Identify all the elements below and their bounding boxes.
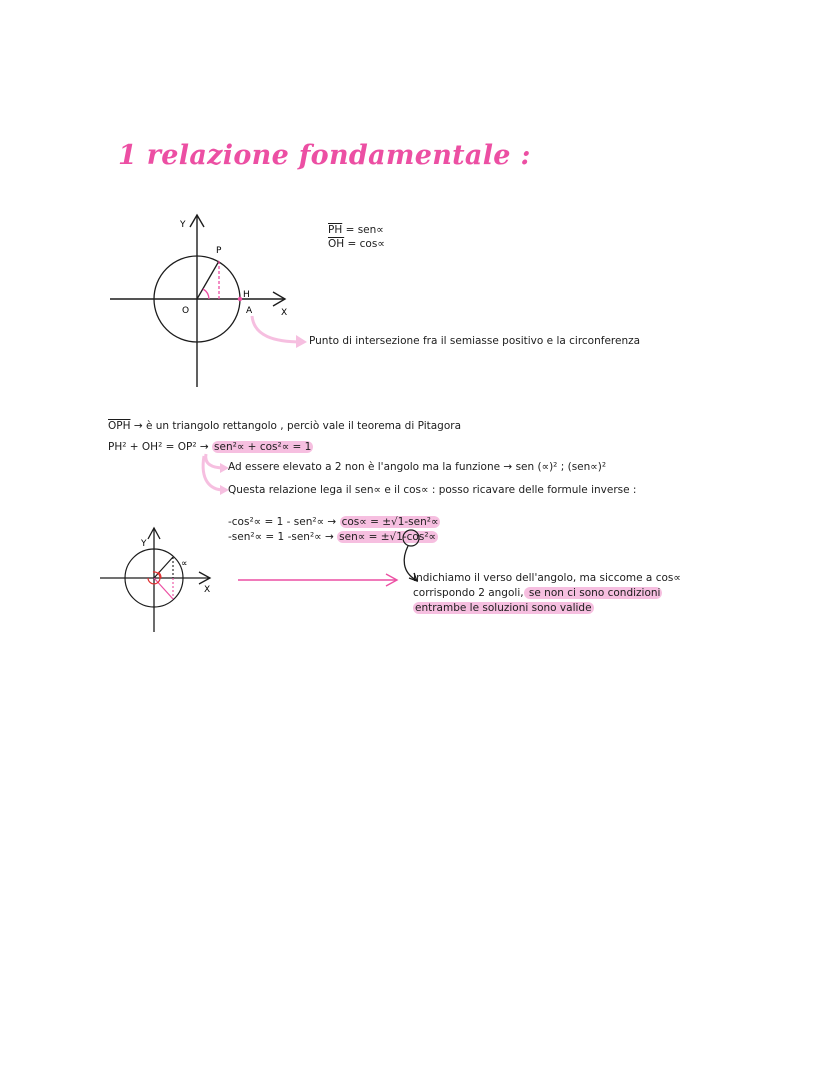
unit-circle-diagram <box>105 205 305 390</box>
pythagoras-line: PH² + OH² = OP² → sen²∝ + cos²∝ = 1 <box>108 441 312 453</box>
alpha-label: ∝ <box>181 559 188 569</box>
sign-note-line2: corrispondo 2 angoli, se non ci sono condizioni <box>413 587 661 599</box>
page-title: 1 relazione fondamentale : <box>118 140 531 171</box>
definition-ph: $\overline{PH} = sen\propto$ <box>328 224 384 236</box>
long-arrow <box>236 570 406 590</box>
sign-circle-diagram <box>95 520 220 635</box>
y-axis-label: Y <box>180 220 186 230</box>
point-a-label: A <box>246 306 253 316</box>
y-axis-label-2: Y <box>141 539 147 549</box>
inverse-formula-sen: -sen²∝ = 1 -sen²∝ → sen∝ = ±√1-cos²∝ <box>228 531 437 543</box>
relation-note: Questa relazione lega il sen∝ e il cos∝ : posso ricavare delle formule inverse : <box>228 484 637 496</box>
point-p-label: P <box>216 246 222 256</box>
squared-note: Ad essere elevato a 2 non è l'angolo ma la funzione → sen (∝)² ; (sen∝)² <box>228 461 607 473</box>
triangle-statement: $\overline{OPH}$ → è un triangolo rettangolo , perciò vale il teorema di Pitagora <box>108 420 462 432</box>
point-h-label: H <box>243 290 250 300</box>
sign-note-line3: entrambe le soluzioni sono valide <box>415 602 592 614</box>
fundamental-identity: sen²∝ + cos²∝ = 1 <box>214 441 312 453</box>
point-a-note: Punto di intersezione fra il semiasse positivo e la circonferenza <box>309 335 641 347</box>
x-axis-label-2: X <box>204 585 211 595</box>
inverse-formula-cos: -cos²∝ = 1 - sen²∝ → cos∝ = ±√1-sen²∝ <box>228 516 439 528</box>
x-axis-label: X <box>281 308 288 318</box>
point-a-arrow <box>240 312 310 352</box>
definition-oh: $\overline{OH} = \cos\propto$ <box>328 238 385 250</box>
point-o-label: O <box>182 306 190 316</box>
sign-note-line1: Indichiamo il verso dell'angolo, ma siccome a cos∝ <box>413 572 681 584</box>
